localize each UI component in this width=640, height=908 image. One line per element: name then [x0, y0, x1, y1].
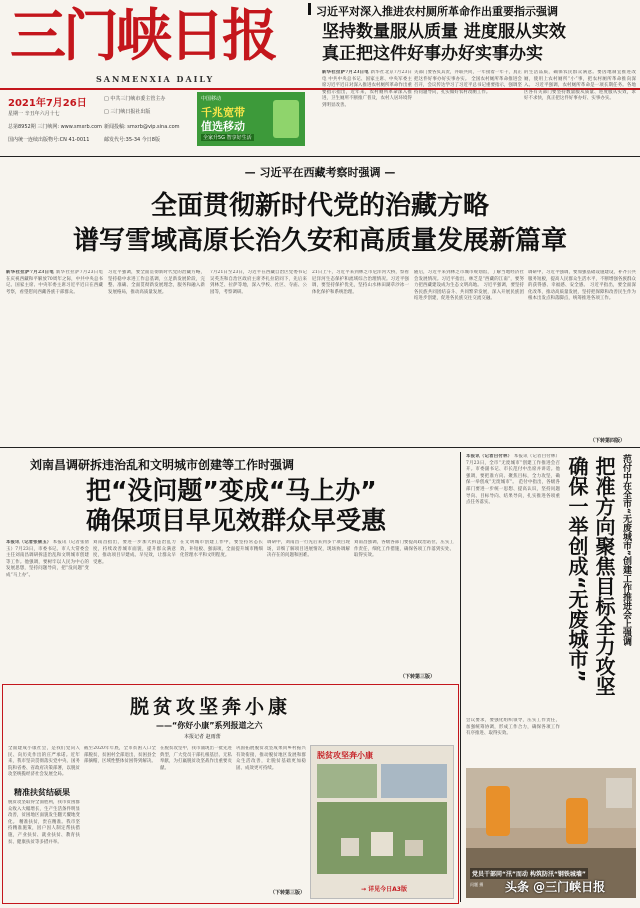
second-source: 本报讯（记者张倩玉） — [6, 540, 52, 545]
bt24: 精准扶贫，贵在精准。我市坚持精准施策，因户因人制定帮扶措施，产业扶贫、就业扶贫、教育扶贫、健康扶贫等多措并举。 — [8, 819, 80, 845]
ad-brand: 中国移动 — [201, 96, 222, 102]
ad-line-1: 千兆宽带 — [201, 106, 245, 119]
top-headline-1: 坚持数量服从质量 进度服从实效 — [322, 22, 566, 42]
divider-1 — [0, 156, 640, 157]
issue-date: 2021年7月26日 — [8, 98, 87, 109]
second-col-5 — [354, 540, 454, 680]
newspaper-pinyin: SANMENXIA DAILY — [96, 74, 215, 84]
bt15: 刘南昌指出，要进一步加大拆违治乱力度，持续改善城市面貌，提升群众满意度，推动项目早建成、早见效，让群众早受惠。 — [93, 540, 176, 565]
bt19: 本报讯（记者白付林）7月23日，全市“无废城市”创建工作推进会召开。市委副书记、市长范付中出席并讲话。他强调，要把准方向、聚焦目标，全力攻坚，确保一举创成“无废城市”。 — [466, 454, 560, 486]
second-headline-1: 把“没问题”变成“马上办” — [86, 476, 377, 505]
source-watermark: 头条 @三门峡日报 — [505, 880, 606, 894]
bt1: 新华社北京7月23日电 中共中央总书记、国家主席、中央军委主席习近平近日对深入推进农村厕所革命作出重要指示指出，近年来，农村厕所革命深入推进，卫生厕所不断推广普及，农村人居环境得到明显改善。 — [322, 70, 412, 108]
second-kicker: 刘南昌调研拆违治乱和文明城市创建等工作时强调 — [30, 458, 295, 472]
photo-credit: 问题 摄 — [470, 882, 484, 887]
kicker-marker — [308, 3, 311, 15]
cn-number: 国内统一连续出版物号:CN 41-0011 — [8, 137, 90, 143]
newspaper-title: 三门峡日报 — [10, 3, 275, 69]
top-headline-2: 真正把这件好事办好实事办实 — [322, 44, 543, 64]
bt25: 截至2020年年底，全市贫困人口全部脱贫，贫困村全部退出，贫困县全部摘帽，区域性整体贫困得到解决。 — [84, 746, 156, 765]
poverty-subtitle: ——“你好小康”系列报道之六 — [156, 721, 263, 730]
lead-headline-1: 全面贯彻新时代党的治藏方略 — [150, 191, 489, 221]
lead-source: 新华社拉萨7月23日电 — [6, 270, 55, 275]
bt20: 范付中指出，各级各部门要进一步统一思想、提高认识，坚持问题导向、目标导向、结果导向，扎实推进各项重点任务落实。 — [466, 480, 560, 506]
issue-number: 总第8952期 三门峡网: www.smxrb.com — [8, 124, 102, 130]
phone-graphic — [273, 100, 299, 138]
poverty-col-4 — [236, 746, 306, 898]
side-headline-2: 确保一举创成“无废城市” — [565, 456, 589, 683]
email-line: 新闻投稿: smxrb@vip.sina.com — [104, 124, 180, 130]
bt13: 习近平指出，要全面深化改革，推动高质量发展，坚持把保障和改善民生作为根本出发点和落脚点，统筹推进各项工作。 — [528, 283, 636, 302]
bt10: 随后，习近平来到林芝市城市规划馆，了解当地经济社会发展情况。习近平指出，林芝是“西藏的江南”，要努力把西藏建设成为生态文明高地。 — [414, 270, 524, 289]
inset-house-2 — [371, 832, 393, 856]
top-kicker: 习近平对深入推进农村厕所革命作出重要指示强调 — [316, 5, 558, 18]
side-divider — [460, 452, 461, 902]
photo-worker-2 — [566, 798, 588, 844]
bt23: 脱贫攻坚取得全面胜利，我市贫困群众收入大幅增长，生产生活条件明显改善，贫困地区面貌发生翻天覆地变化。 — [8, 800, 80, 825]
bt4: 全国农村厕所革命推进会召开，会议传达学习了习近平总书记重要指示，强调坚持问题导向，扎实做好农村改厕工作。 — [414, 76, 522, 95]
lead-col-4 — [312, 270, 409, 445]
top-source: 新华社拉萨7月23日电 — [322, 70, 369, 75]
poverty-byline: 本报记者 赵雨蕾 — [184, 734, 221, 740]
second-col-2 — [93, 540, 176, 680]
lunar-date: 星期一 辛丑年六月十七 — [8, 111, 60, 117]
photo-caption: 党员干部同“汛”而动 构筑防汛“钢铁城墙” — [470, 868, 588, 879]
lead-kicker: — 习近平在西藏考察时强调 — — [244, 166, 396, 179]
inset-title: 脱贫攻坚奔小康 — [317, 751, 373, 760]
poverty-continued: （下转第三版） — [270, 890, 306, 896]
top-article-col-1 — [322, 70, 412, 150]
side-kicker: 范付中在全市“无废城市”创建工作推进会上强调 — [621, 454, 631, 646]
postal-line: 邮发代号:35-34 今日8版 — [104, 137, 160, 143]
poverty-col-1a — [8, 746, 80, 784]
second-col-1 — [6, 540, 89, 680]
poverty-subhead: 精准扶贫结硕果 — [14, 788, 70, 797]
side-headline-1: 把准方向聚焦目标全力攻坚 — [592, 456, 616, 696]
side-col-1 — [466, 454, 560, 714]
poverty-inset[interactable] — [310, 745, 454, 899]
divider-2 — [0, 447, 640, 448]
inset-caption: → 详见今日A3版 — [361, 886, 407, 893]
bt18: 刘南昌强调，各级各部门要提高政治站位，压实工作责任，细化工作措施，确保各项工作落到实处、取得实效。 — [354, 540, 454, 559]
side-source: 本报讯（记者白付林） — [466, 454, 513, 459]
lead-continued: （下转第四版） — [590, 438, 626, 444]
lead-col-1 — [6, 270, 103, 445]
bt7: 习近平强调，要全面贯彻新时代党的治藏方略，坚持稳中求进工作总基调，立足新发展阶段，完整、准确、全面贯彻新发展理念，服务和融入新发展格局，推动高质量发展。 — [108, 270, 205, 295]
inset-house-3 — [405, 840, 423, 856]
ad-tag: 全家升5G 智享好生活 — [203, 135, 252, 141]
bt22: 全面建成小康社会，是我们党向人民、向历史作出的庄严承诺。近年来，我市坚决贯彻落实党中央、国务院和省委、省政府决策部署，以脱贫攻坚统揽经济社会发展全局。 — [8, 746, 80, 778]
top-article-col-2 — [414, 70, 522, 150]
side-col-2 — [466, 718, 560, 768]
bt9: 21日上午，习近平来到林芝市尼洋河大桥，察看尼洋河生态保护和流域综合治理情况。习近平强调，要坚持保护优先，坚持山水林田湖草沙冰一体化保护和系统治理。 — [312, 270, 409, 295]
lead-col-6 — [528, 270, 636, 445]
bt3: 关部门要各负其责，并联共同，一年接着一年干，真正把这件好事办好实事办实。 — [414, 70, 522, 82]
photo-worker-1 — [486, 786, 510, 836]
inset-photo-2 — [381, 764, 447, 798]
second-continued: （下转第三版） — [400, 674, 436, 680]
bt27: 巩固拓展脱贫攻坚成果同乡村振兴有效衔接，推动脱贫地区发展和群众生活改善，让脱贫基础更加稳固、成效更可持续。 — [236, 746, 306, 771]
top-article-col-3 — [524, 70, 636, 150]
lead-kicker-text: 习近平在西藏考察时强调 — [259, 166, 381, 179]
inset-house-1 — [341, 838, 359, 856]
bt16: 在文明城市创建工作中，要坚持常态长效，补短板、强弱项，全面提升城市精细化管理水平和文明程度。 — [180, 540, 263, 559]
lead-col-2 — [108, 270, 205, 445]
sponsor-1-text: 中共三门峡市委主管主办 — [110, 96, 166, 102]
inset-caption-text: 详见今日A3版 — [368, 886, 407, 893]
second-col-4 — [267, 540, 350, 680]
ad-line-2: 值选移动 — [201, 120, 245, 133]
lead-col-5 — [414, 270, 524, 445]
sponsor-line-2: □ 三门峡日报社出版 — [104, 109, 151, 115]
lead-headline-2: 谱写雪域高原长治久安和高质量发展新篇章 — [72, 226, 567, 256]
sponsor-2-text: 三门峡日报社出版 — [110, 109, 151, 115]
bt12: 调研中，习近平强调，要加强基础设施建设，补齐公共服务短板，提高人民群众生活水平，不断增强各族群众的获得感、幸福感、安全感。 — [528, 270, 636, 289]
photo-vehicle — [606, 778, 632, 808]
sponsor-line-1: □ 中共三门峡市委主管主办 — [104, 96, 166, 102]
bt26: 在脱贫攻坚中，我市涌现出一批先进典型，广大党员干部扎根基层、无私奉献，为打赢脱贫攻坚战作出重要贡献。 — [160, 746, 232, 771]
bt21: 会议要求，要强化组织领导，压实工作责任，加强统筹协调，形成工作合力，确保各项工作有序推进、取得实效。 — [466, 718, 560, 737]
bt11: 习近平强调，要坚持各民族共同团结奋斗、共同繁荣发展，深入开展民族团结进步创建，促进各民族交往交流交融。 — [414, 283, 524, 302]
bt8: 7月21日至23日，习近平在西藏自治区党委书记吴英杰和自治区政府主席齐扎拉陪同下，先后来到林芝、拉萨等地，深入学校、社区、寺庙、公园等，考察调研。 — [210, 270, 307, 295]
bt6: 新华社拉萨7月23日电 在庆祝西藏和平解放70周年之际，中共中央总书记、国家主席、中央军委主席习近平近日在西藏考察，看望慰问西藏各族干部群众。 — [6, 270, 103, 295]
second-col-3 — [180, 540, 263, 680]
poverty-col-1b — [8, 800, 80, 898]
bt17: 调研中，刘南昌一行先后来到多个项目现场，详细了解项目进展情况，现场协调解决存在的问题和困难。 — [267, 540, 350, 559]
poverty-col-2 — [84, 746, 156, 898]
bt14: 本报讯（记者张倩玉）7月23日，市委书记、市人大常委会主任刘南昌调研拆违治乱和文明城市创建等工作。他强调，要树牢以人民为中心的发展思想，坚持问题导向，把“没问题”变成“马上办”。 — [6, 540, 89, 578]
lead-col-3 — [210, 270, 307, 445]
second-headline-2: 确保项目早见效群众早受惠 — [86, 506, 387, 535]
poverty-title: 脱贫攻坚奔小康 — [130, 696, 292, 718]
inset-photo-1 — [317, 764, 377, 798]
mobile-ad[interactable] — [197, 92, 305, 146]
bt2: 习近平强调，农村厕所革命是一项长期任务。各地区各有关部门要坚持数量服从质量、进度服从实效，求好不求快，真正把这件好事办好、实事办实。 — [524, 83, 636, 102]
poverty-col-3 — [160, 746, 232, 898]
bt5: 的生活品质，确保农民群众满意。要因地制宜推进改厕，使用上农村厕所“小”事，把农村厕所革命推向深入。 — [524, 70, 636, 89]
